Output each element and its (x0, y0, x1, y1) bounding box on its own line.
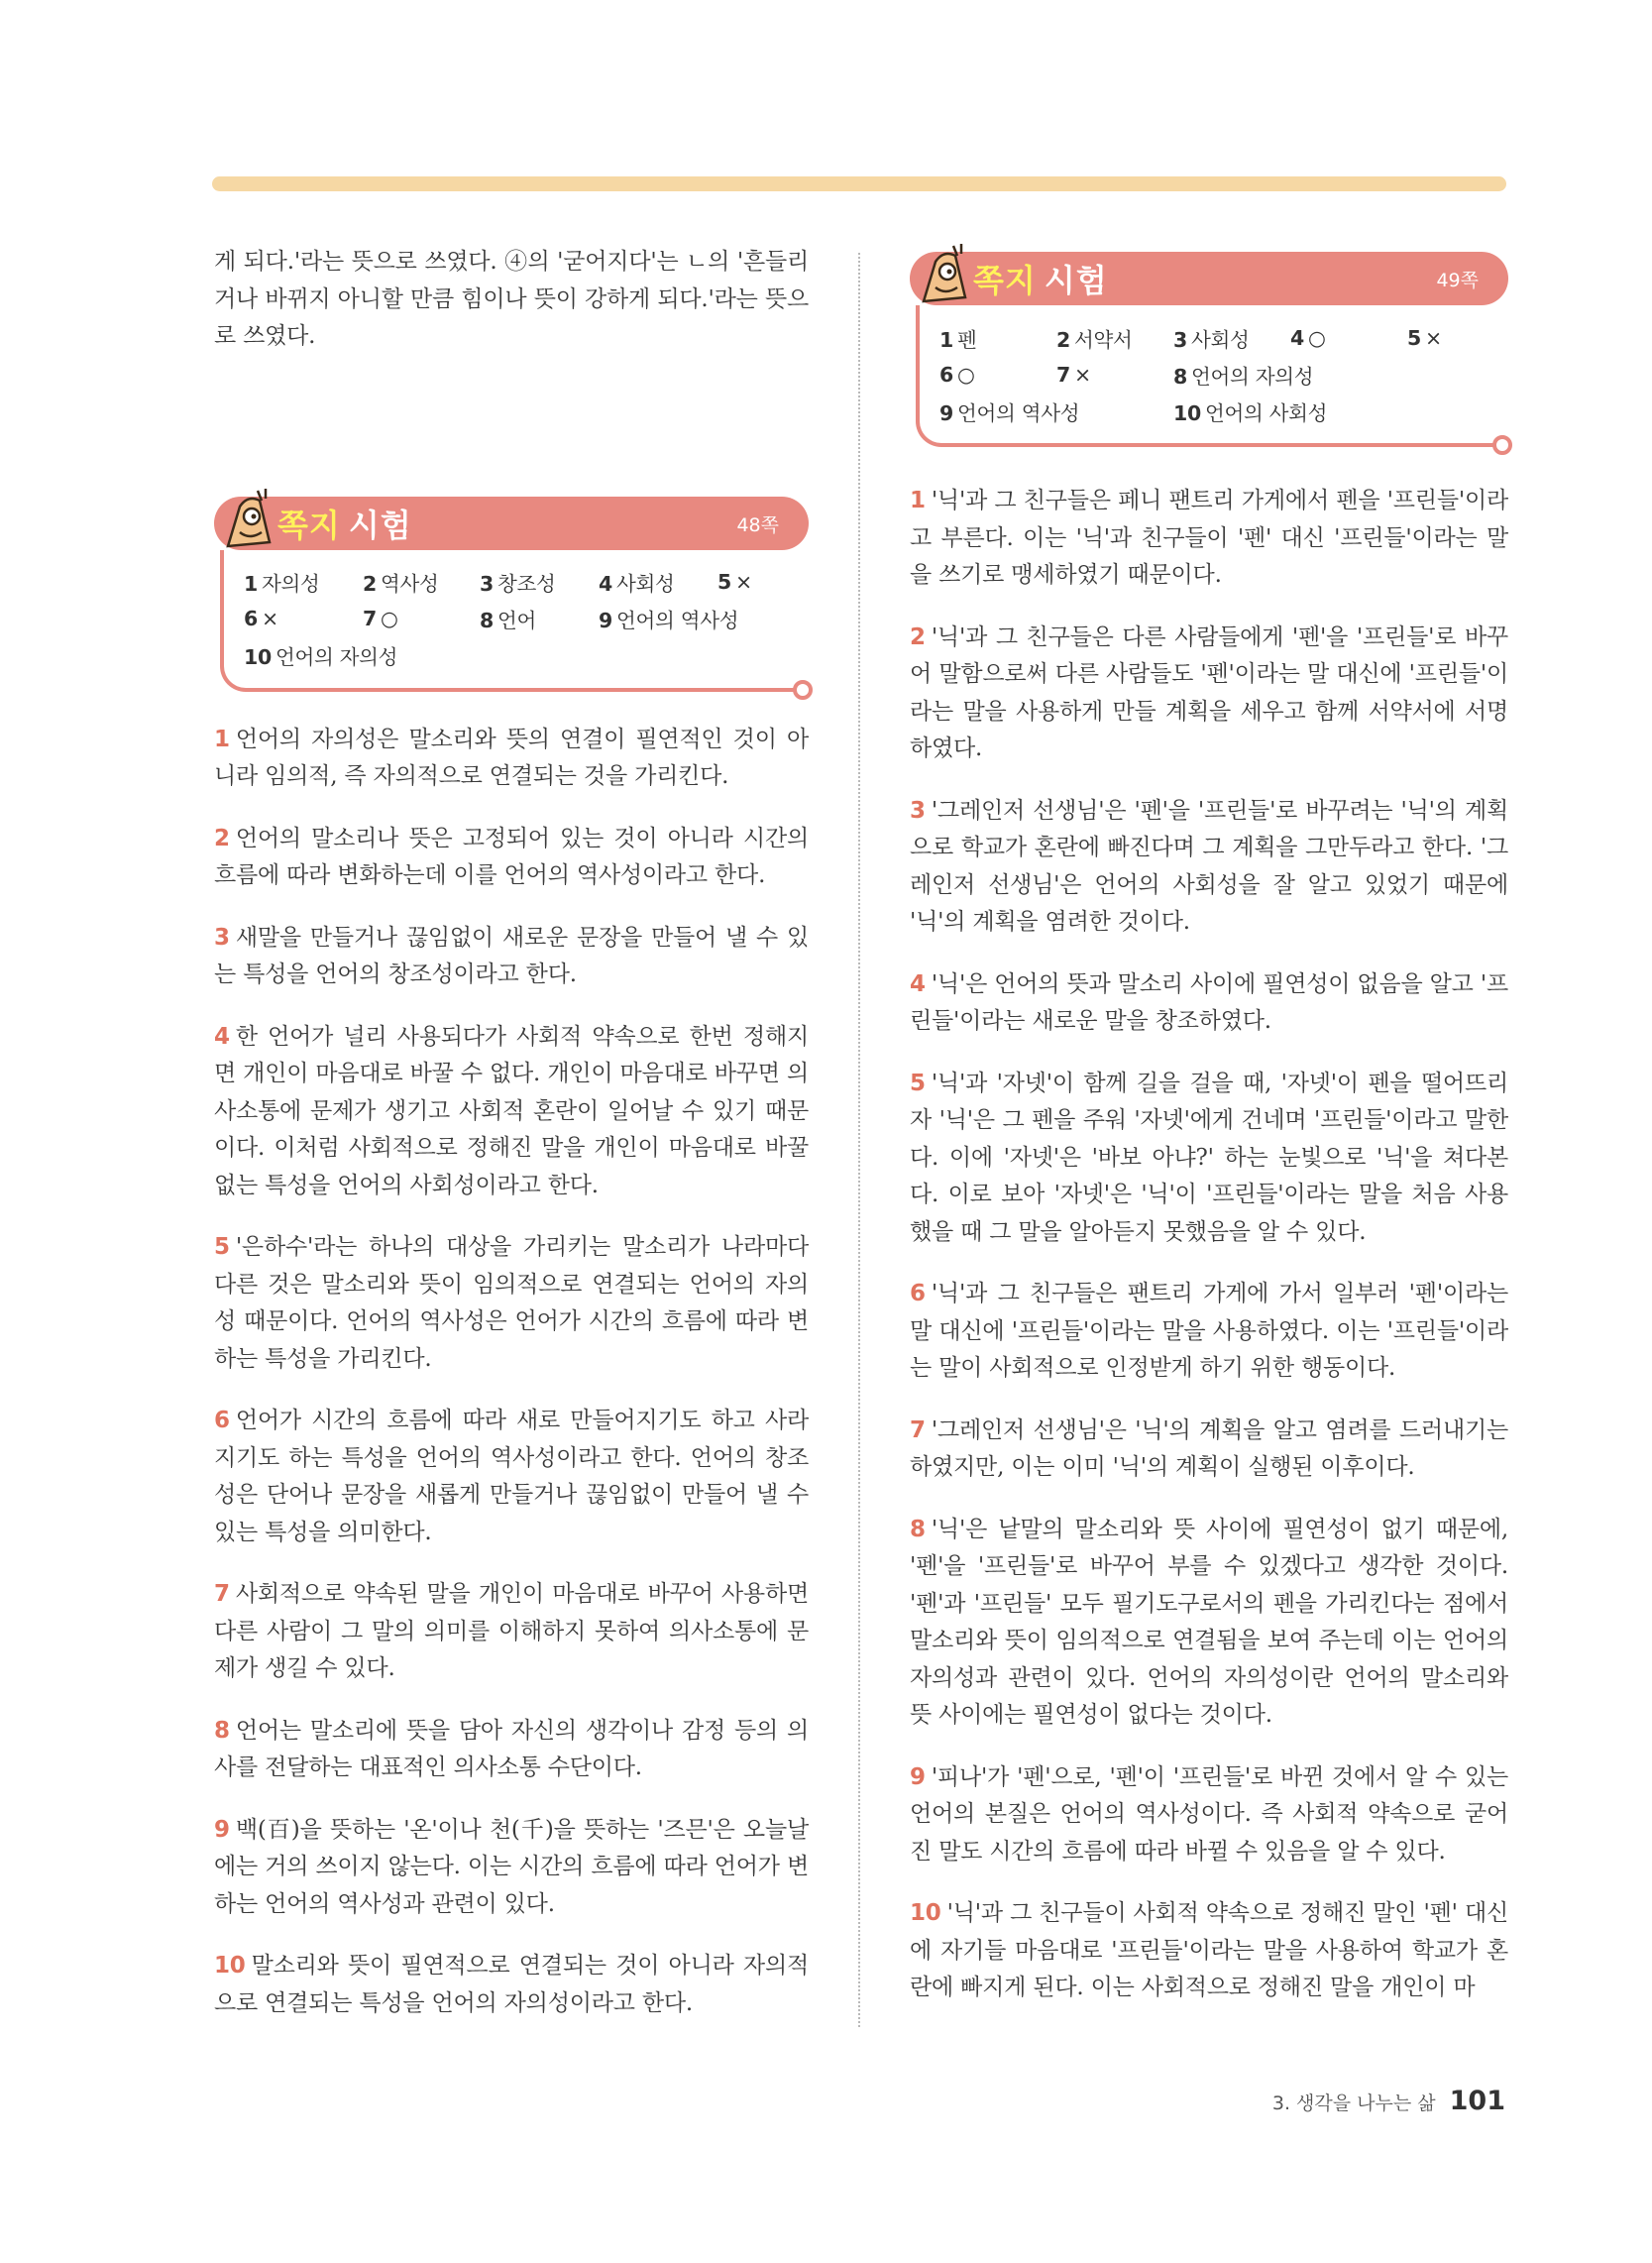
quiz-title-b: 시험 (1044, 262, 1108, 299)
explanation-item: 1 언어의 자의성은 말소리와 뜻의 연결이 필연적인 것이 아니라 임의적, 즉 자의적으로 연결되는 것을 가리킨다. (214, 726, 809, 789)
quiz-title-a: 쪽지 (973, 262, 1037, 299)
mascot-icon (916, 242, 971, 305)
explanation-item: 10 '닉'과 그 친구들이 사회적 약속으로 정해진 말인 '펜' 대신에 자기들 마음대로 '프린들'이라는 말을 사용하여 학교가 혼란에 빠지게 된다. 이는 사회적으로 정해진 말을 개인이 마 (910, 1900, 1508, 2000)
quiz-page-ref: 48쪽 (736, 513, 779, 536)
page-number: 101 (1449, 2086, 1505, 2116)
explanation-item: 8 '닉'은 낱말의 말소리와 뜻 사이에 필연성이 없기 때문에, '펜'을 '프린들'로 바꾸어 부를 수 있겠다고 생각한 것이다. '펜'과 '프린들' 모두 필기도구로서의 펜을 가리킨다는 점에서 말소리와 뜻이 임의적으로 연결됨을 보여 주는데 이는 언어의 자의성과 관련이 있다. 언어의 자의성이란 언어의 말소리와 뜻 사이에는 필연성이 없다는 것이다. (910, 1516, 1508, 1728)
quiz-box-49 (910, 252, 1508, 447)
quiz-end-dot (1492, 435, 1512, 455)
answer-item: 9 언어의 역사성 (939, 400, 1080, 425)
answer-item: 2 서약서 (1056, 327, 1133, 352)
answer-item: 2 역사성 (363, 572, 439, 596)
explanation-list (214, 722, 809, 2023)
answer-item: 4 사회성 (599, 572, 675, 596)
quiz-header (910, 252, 1508, 305)
explanation-item: 4 한 언어가 널리 사용되다가 사회적 약속으로 한번 정해지면 개인이 마음대로 바꿀 수 없다. 개인이 마음대로 바꾸면 의사소통에 문제가 생기고 사회적 혼란이 일어날 수 있기 때문이다. 이처럼 사회적으로 정해진 말을 개인이 마음대로 바꿀 없는 특성을 언어의 사회성이라고 한다. (214, 1023, 809, 1198)
answer-row (939, 356, 1496, 393)
explanation-item: 5 '은하수'라는 하나의 대상을 가리키는 말소리가 나라마다 다른 것은 말소리와 뜻이 임의적으로 연결되는 언어의 자의성 때문이다. 언어의 역사성은 언어가 시간의 흐름에 따라 변하는 특성을 가리킨다. (214, 1234, 809, 1372)
intro-paragraph: 게 되다.'라는 뜻으로 쓰였다. ④의 '굳어지다'는 ㄴ의 '흔들리거나 바뀌지 아니할 만큼 힘이나 뜻이 강하게 되다.'라는 뜻으로 쓰였다. (214, 249, 809, 349)
answer-item: 5 × (717, 570, 752, 594)
answer-item: 4 ○ (1290, 325, 1326, 350)
answer-item: 6 × (244, 607, 278, 630)
answer-item: 8 언어의 자의성 (1173, 364, 1314, 389)
explanation-item: 2 언어의 말소리나 뜻은 고정되어 있는 것이 아니라 시간의 흐름에 따라 변화하는데 이를 언어의 역사성이라고 한다. (214, 825, 809, 888)
page-footer (1272, 2086, 1505, 2116)
answer-item: 1 자의성 (244, 572, 320, 596)
quiz-title-a: 쪽지 (277, 506, 341, 544)
answer-row (244, 564, 797, 601)
explanation-item: 1 '닉'과 그 친구들은 페니 팬트리 가게에서 펜을 '프린들'이라고 부른다. 이는 '닉'과 친구들이 '펜' 대신 '프린들'이라는 말을 쓰기로 맹세하였기 때문이다. (910, 488, 1508, 588)
top-decorative-bar (212, 176, 1506, 191)
answer-item: 9 언어의 역사성 (599, 609, 739, 632)
answer-item: 7 ○ (363, 607, 398, 630)
column-divider (858, 253, 860, 2027)
quiz-title-b: 시험 (348, 506, 412, 544)
answer-item: 5 × (1407, 325, 1442, 350)
explanation-item: 4 '닉'은 언어의 뜻과 말소리 사이에 필연성이 없음을 알고 '프린들'이라는 새로운 말을 창조하였다. (910, 970, 1508, 1034)
answer-item: 7 × (1056, 362, 1091, 387)
left-column (214, 244, 809, 2047)
explanation-item: 8 언어는 말소리에 뜻을 담아 자신의 생각이나 감정 등의 의사를 전달하는 대표적인 의사소통 수단이다. (214, 1717, 809, 1780)
explanation-item: 9 백(百)을 뜻하는 '온'이나 천(千)을 뜻하는 '즈믄'은 오늘날에는 거의 쓰이지 않는다. 이는 시간의 흐름에 따라 언어가 변하는 언어의 역사성과 관련이 있다. (214, 1816, 809, 1917)
answer-item: 8 언어 (480, 609, 536, 632)
answer-item: 3 사회성 (1173, 327, 1250, 352)
explanation-item: 5 '닉'과 '자넷'이 함께 길을 걸을 때, '자넷'이 펜을 떨어뜨리자 '닉'은 그 펜을 주워 '자넷'에게 건네며 '프린들'이라고 말한다. 이에 '자넷'은 '바보 아냐?' 하는 눈빛으로 '닉'을 쳐다본다. 이로 보아 '자넷'은 '닉'이 '프린들'이라는 말을 처음 사용했을 때 그 말을 알아듣지 못했음을 알 수 있다. (910, 1070, 1508, 1245)
explanation-item: 7 사회적으로 약속된 말을 개인이 마음대로 바꾸어 사용하면 다른 사람이 그 말의 의미를 이해하지 못하여 의사소통에 문제가 생길 수 있다. (214, 1581, 809, 1681)
quiz-title (973, 256, 1108, 301)
explanation-item: 7 '그레인저 선생님'은 '닉'의 계획을 알고 염려를 드러내기는 하였지만, 이는 이미 '닉'의 계획이 실행된 이후이다. (910, 1416, 1508, 1480)
answer-item: 1 펜 (939, 327, 977, 352)
quiz-answers (220, 550, 797, 692)
explanation-item: 9 '피나'가 '펜'으로, '펜'이 '프린들'로 바뀐 것에서 알 수 있는 언어의 본질은 언어의 역사성이다. 즉 사회적 약속으로 굳어진 말도 시간의 흐름에 따라 바뀔 수 있음을 알 수 있다. (910, 1763, 1508, 1865)
answer-item: 3 창조성 (480, 572, 556, 596)
explanation-item: 3 새말을 만들거나 끊임없이 새로운 문장을 만들어 낼 수 있는 특성을 언어의 창조성이라고 한다. (214, 924, 809, 987)
chapter-title: 3. 생각을 나누는 삶 (1271, 2093, 1436, 2114)
answer-row (939, 319, 1496, 356)
answer-row (244, 637, 797, 674)
explanation-item: 10 말소리와 뜻이 필연적으로 연결되는 것이 아니라 자의적으로 연결되는 특성을 언어의 자의성이라고 한다. (214, 1953, 809, 2016)
answer-row (939, 393, 1496, 429)
quiz-answers (916, 305, 1496, 447)
explanation-item: 6 '닉'과 그 친구들은 팬트리 가게에 가서 일부러 '펜'이라는 말 대신에 '프린들'이라는 말을 사용하였다. 이는 '프린들'이라는 말이 사회적으로 인정받게 하기 위한 행동이다. (910, 1281, 1508, 1381)
right-column (910, 252, 1508, 2032)
answer-row (244, 601, 797, 637)
explanation-item: 2 '닉'과 그 친구들은 다른 사람들에게 '펜'을 '프린들'로 바꾸어 말함으로써 다른 사람들도 '펜'이라는 말 대신에 '프린들'이라는 말을 사용하게 만들 계획을 세우고 함께 서약서에 서명하였다. (910, 623, 1508, 761)
answer-item: 10 언어의 사회성 (1173, 400, 1328, 425)
quiz-header (214, 497, 809, 550)
mascot-icon (220, 487, 275, 550)
explanation-list (910, 483, 1508, 2007)
explanation-item: 6 언어가 시간의 흐름에 따라 새로 만들어지기도 하고 사라지기도 하는 특성을 언어의 역사성이라고 한다. 언어의 창조성은 단어나 문장을 새롭게 만들거나 끊임없이 만들어 낼 수 있는 특성을 의미한다. (214, 1408, 809, 1545)
answer-item: 6 ○ (939, 362, 975, 387)
answer-item: 10 언어의 자의성 (244, 645, 398, 669)
explanation-item: 3 '그레인저 선생님'은 '펜'을 '프린들'로 바꾸려는 '닉'의 계획으로 학교가 혼란에 빠진다며 그 계획을 그만두라고 한다. '그레인저 선생님'은 언어의 사회성을 잘 알고 있었기 때문에 '닉'의 계획을 염려한 것이다. (910, 797, 1508, 935)
quiz-page-ref: 49쪽 (1436, 270, 1479, 291)
quiz-end-dot (793, 680, 813, 700)
quiz-box-48 (214, 497, 809, 692)
quiz-title (277, 501, 412, 546)
